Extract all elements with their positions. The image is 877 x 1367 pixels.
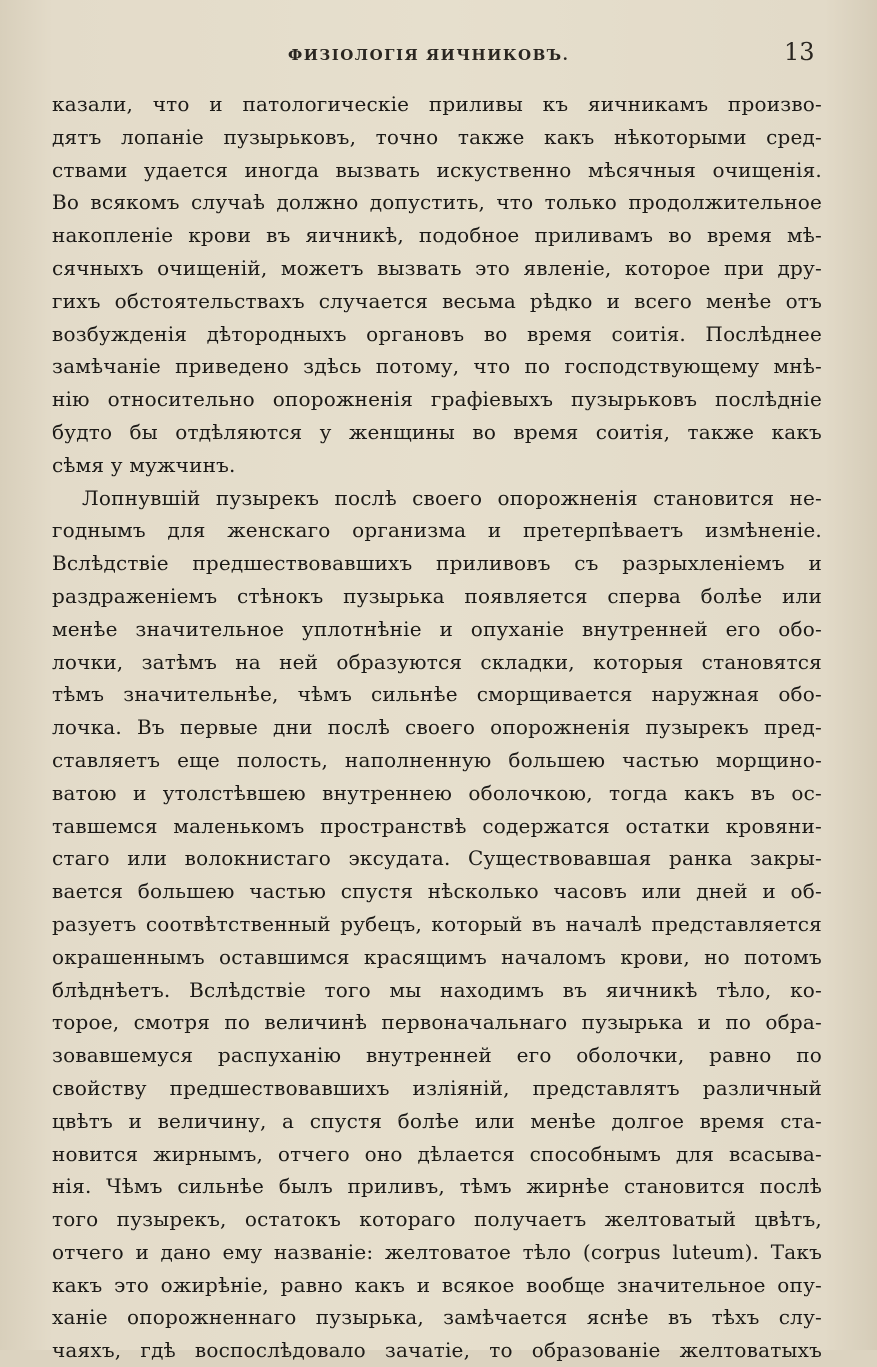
text-line: ствами удается иногда вызвать искуственно мѣсячныя очищенія. xyxy=(52,157,822,182)
text-line: стаго или волокнистаго эксудата. Существовавшая ранка закры- xyxy=(52,846,822,871)
text-line: лочка. Въ первые дни послѣ своего опорожненія пузырекъ пред- xyxy=(52,715,822,740)
text-line: нія. Чѣмъ сильнѣе былъ приливъ, тѣмъ жирнѣе становится послѣ xyxy=(52,1174,822,1199)
text-line: свойству предшествовавшихъ изліяній, представлятъ различный xyxy=(52,1075,822,1100)
text-line: отчего и дано ему названіе: желтоватое тѣло (corpus luteum). Такъ xyxy=(52,1239,822,1264)
text-line: гихъ обстоятельствахъ случается весьма рѣдко и всего менѣе отъ xyxy=(52,288,822,313)
text-line: менѣе значительное уплотнѣніе и опуханіе внутренней его обо- xyxy=(52,616,822,641)
text-line: годнымъ для женскаго организма и претерпѣваетъ измѣненіе. xyxy=(52,518,822,543)
body-text xyxy=(52,88,822,1367)
text-line: тавшемся маленькомъ пространствѣ содержатся остатки кровяни- xyxy=(52,813,822,838)
text-line: разуетъ соотвѣтственный рубецъ, который въ началѣ представляется xyxy=(52,911,822,936)
text-line: тѣмъ значительнѣе, чѣмъ сильнѣе сморщивается наружная обо- xyxy=(52,682,822,707)
text-line: ставляетъ еще полость, наполненную большею частью морщино- xyxy=(52,747,822,772)
text-line: какъ это ожирѣніе, равно какъ и всякое вообще значительное опу- xyxy=(52,1272,822,1297)
text-line: ватою и утолстѣвшею внутреннею оболочкою, тогда какъ въ ос- xyxy=(52,780,822,805)
text-line: вается большею частью спустя нѣсколько часовъ или дней и об- xyxy=(52,879,822,904)
text-line: будто бы отдѣляются у женщины во время соитія, также какъ xyxy=(52,419,822,444)
page-number: 13 xyxy=(784,38,815,66)
text-line: цвѣтъ и величину, а спустя болѣе или менѣе долгое время ста- xyxy=(52,1108,822,1133)
paragraph-start-line: Лопнувшій пузырекъ послѣ своего опорожненія становится не- xyxy=(82,485,822,510)
text-line: раздраженіемъ стѣнокъ пузырька появляется сперва болѣе или xyxy=(52,583,822,608)
text-line: чаяхъ, гдѣ воспослѣдовало зачатіе, то образованіе желтоватыхъ xyxy=(52,1338,822,1363)
text-line: ханіе опорожненнаго пузырька, замѣчается яснѣе въ тѣхъ слу- xyxy=(52,1305,822,1330)
text-line: Вслѣдствіе предшествовавшихъ приливовъ съ разрыхленіемъ и xyxy=(52,551,822,576)
text-line: нію относительно опорожненія графіевыхъ пузырьковъ послѣдніе xyxy=(52,387,822,412)
text-line: замѣчаніе приведено здѣсь потому, что по господствующему мнѣ- xyxy=(52,354,822,379)
text-line: зовавшемуся распуханію внутренней его оболочки, равно по xyxy=(52,1043,822,1068)
text-line: торое, смотря по величинѣ первоначальнаго пузырька и по обра- xyxy=(52,1010,822,1035)
text-line: сѣмя у мужчинъ. xyxy=(52,452,236,477)
text-line: того пузырекъ, остатокъ котораго получаетъ желтоватый цвѣтъ, xyxy=(52,1207,822,1232)
text-line: дятъ лопаніе пузырьковъ, точно также какъ нѣкоторыми сред- xyxy=(52,124,822,149)
text-line: окрашеннымъ оставшимся красящимъ началомъ крови, но потомъ xyxy=(52,944,822,969)
text-line: казали, что и патологическіе приливы къ яичникамъ произво- xyxy=(52,92,822,116)
text-line: сячныхъ очищеній, можетъ вызвать это явленіе, которое при дру- xyxy=(52,255,822,280)
text-line: блѣднѣетъ. Вслѣдствіе того мы находимъ въ яичникѣ тѣло, ко- xyxy=(52,977,822,1002)
text-line: накопленіе крови въ яичникѣ, подобное приливамъ во время мѣ- xyxy=(52,223,822,248)
running-head xyxy=(0,38,877,78)
running-head-title: ФИЗІОЛОГІЯ ЯИЧНИКОВЪ. xyxy=(288,46,570,64)
text-line: лочки, затѣмъ на ней образуются складки, которыя становятся xyxy=(52,649,822,674)
text-line: возбужденія дѣтородныхъ органовъ во время соитія. Послѣднее xyxy=(52,321,822,346)
text-line: Во всякомъ случаѣ должно допустить, что только продолжительное xyxy=(52,190,822,215)
text-line: новится жирнымъ, отчего оно дѣлается способнымъ для всасыва- xyxy=(52,1141,822,1166)
